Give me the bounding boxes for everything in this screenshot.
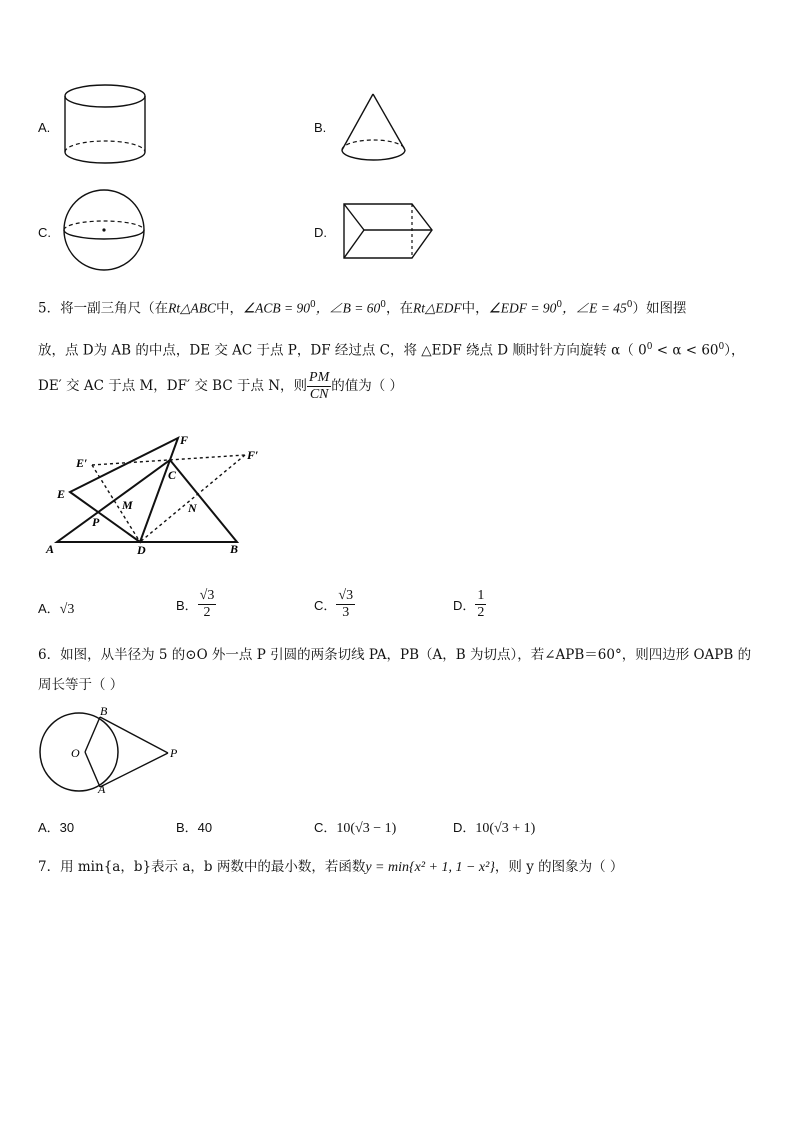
q6-option-b: B．40	[176, 820, 213, 835]
label-M: M	[122, 498, 133, 512]
prism-figure	[340, 200, 436, 262]
q4-option-c-letter: C.	[38, 225, 51, 240]
label-O: O	[71, 746, 80, 760]
label-B: B	[100, 704, 108, 718]
q6-option-c: C．10(√3 − 1)	[314, 820, 397, 836]
q5-line-3: DE′ 交 AC 于点 M，DF′ 交 BC 于点 N，则 $\frac{PM}{CN}$ 的值为（ ）	[38, 370, 404, 402]
q5-triangle-figure	[40, 430, 270, 560]
label-P: P	[92, 515, 100, 529]
q5-option-d: D． $\frac{1}{2}$	[453, 588, 485, 620]
q6-option-a: A．30	[38, 820, 75, 835]
label-C: C	[168, 468, 177, 482]
q4-option-a-letter: A.	[38, 120, 51, 135]
q6-line-1: 6．如图，从半径为 5 的⊙O 外一点 P 引圆的两条切线 PA，PB（A，B 为切点），若∠APB＝60°，则四边形 OAPB 的	[38, 647, 752, 663]
sphere-figure	[62, 188, 148, 274]
label-A: A	[46, 542, 55, 556]
q5-line-2: 放，点 D为 AB 的中点，DE 交 AC 于点 P，DF 经过点 C，将 △EDF 绕点 D 顺时针方向旋转 α（ $0^0 < \alpha < 60^0$），	[38, 342, 745, 359]
q7-line: 7．用 min{a，b}表示 a，b 两数中的最小数，若函数y = min{x² + 1, 1 − x²}，则 y 的图象为（ ）	[38, 859, 624, 875]
label-F: F	[180, 433, 189, 447]
label-F-prime: F′	[247, 448, 259, 462]
cylinder-figure	[60, 82, 155, 172]
q5-option-a: A．√3	[38, 601, 75, 617]
cone-figure	[338, 92, 410, 167]
q5-line-1: 5．将一副三角尺（在Rt△ABC中，∠ACB = $90^0$，∠B = $60^0$，在Rt△EDF中，∠EDF = $90^0$，∠E = $45^0$）如图摆	[38, 300, 687, 317]
q6-line-2: 周长等于（ ）	[38, 677, 124, 693]
label-E: E	[57, 487, 66, 501]
label-P: P	[170, 746, 178, 760]
q5-option-c: C． $\frac{√3}{3}$	[314, 588, 354, 620]
q6-option-d: D．10(√3 + 1)	[453, 820, 536, 836]
label-B: B	[230, 542, 239, 556]
q6-circle-figure	[38, 705, 188, 797]
q4-option-b-letter: B.	[314, 120, 327, 135]
label-D: D	[137, 543, 146, 557]
q5-fraction: $\frac{PM}{CN}$	[309, 370, 330, 402]
label-E-prime: E′	[76, 456, 88, 470]
q5-option-b: B． $\frac{√3}{2}$	[176, 588, 215, 620]
label-N: N	[188, 501, 197, 515]
label-A: A	[98, 782, 106, 796]
q4-option-d-letter: D.	[314, 225, 327, 240]
